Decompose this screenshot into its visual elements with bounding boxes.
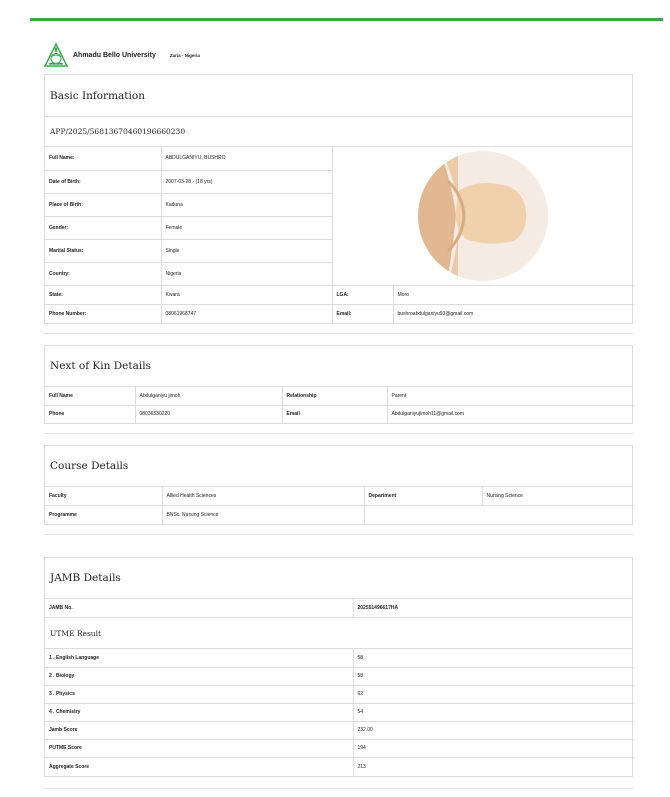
table-row — [45, 703, 634, 721]
kin-full-name-value: Abdulganiyu jimoh — [135, 387, 282, 405]
section-title: Course Details — [45, 446, 632, 487]
table-row — [45, 147, 634, 170]
kin-full-name-label: Full Name — [45, 387, 135, 405]
section-title: Basic Information — [45, 75, 632, 117]
faculty-value: Allied Health Sciences — [162, 487, 364, 505]
university-logo-icon — [44, 43, 68, 67]
kin-email-value: Abdulganiyujimoh11@gmail.com — [387, 405, 634, 423]
table-row — [45, 304, 634, 323]
table-row — [45, 487, 634, 505]
passport-photo-cell — [332, 147, 634, 285]
utme-result-title: UTME Result — [45, 617, 632, 649]
jamb-no-label: JAMB No. — [45, 599, 353, 617]
section-divider — [44, 788, 633, 789]
row-value: Female — [161, 216, 332, 239]
row-label: Full Name: — [45, 147, 161, 170]
subject-score: 58 — [353, 649, 634, 667]
state-value: Kwara — [161, 285, 332, 304]
table-row — [45, 757, 634, 776]
aggregate-score-label: Aggregate Score — [45, 757, 353, 776]
top-accent-bar — [30, 18, 663, 21]
next-of-kin-section — [44, 345, 633, 424]
row-value: Nigeria — [161, 262, 332, 285]
jamb-score-value: 232.00 — [353, 721, 634, 739]
email-label: Email: — [332, 304, 393, 323]
aggregate-score-value: 213 — [353, 757, 634, 776]
row-value: 2007-03-28 - (18 yrs) — [161, 170, 332, 193]
next-of-kin-table — [45, 387, 634, 423]
phone-value: 08061968747 — [161, 304, 332, 323]
department-value: Nursing Science — [482, 487, 634, 505]
row-label: Marital Status: — [45, 239, 161, 262]
table-row — [45, 721, 634, 739]
lga-value: Moro — [393, 285, 634, 304]
university-location: Zaria - Nigeria — [169, 52, 200, 58]
table-row — [45, 667, 634, 685]
table-row — [45, 285, 634, 304]
subject-score: 54 — [353, 703, 634, 721]
application-id: APP/2025/56813670460196660230 — [45, 117, 632, 147]
table-row — [45, 739, 634, 757]
subject-label: 4 . Chemistry — [45, 703, 353, 721]
passport-photo-image — [418, 151, 548, 281]
subject-label: 3 . Physics — [45, 685, 353, 703]
kin-relationship-label: Relationship — [282, 387, 387, 405]
row-value: ABDULGANIYU, BUSHRO — [161, 147, 332, 170]
jamb-no-table — [45, 599, 634, 617]
section-title: JAMB Details — [45, 558, 632, 599]
table-row — [45, 405, 634, 423]
row-label: Date of Birth: — [45, 170, 161, 193]
course-details-section — [44, 445, 633, 525]
section-divider — [44, 534, 633, 535]
row-value: Single — [161, 239, 332, 262]
section-divider — [44, 433, 633, 434]
basic-information-section — [44, 74, 633, 324]
table-row — [45, 599, 634, 617]
email-value: bushroabdulganiyu93@gmail.com — [393, 304, 634, 323]
jamb-details-section — [44, 557, 633, 777]
empty-cell — [364, 505, 634, 524]
subject-score: 58 — [353, 667, 634, 685]
programme-label: Programme — [45, 505, 162, 524]
faculty-label: Faculty — [45, 487, 162, 505]
jamb-no-value: 202551496617HA — [353, 599, 634, 617]
table-row — [45, 649, 634, 667]
kin-phone-label: Phone — [45, 405, 135, 423]
subject-label: 1 . English Language — [45, 649, 353, 667]
putme-score-value: 194 — [353, 739, 634, 757]
table-row — [45, 387, 634, 405]
kin-relationship-value: Parent — [387, 387, 634, 405]
row-label: Place of Birth: — [45, 193, 161, 216]
table-row — [45, 685, 634, 703]
table-row — [45, 505, 634, 524]
row-label: Country: — [45, 262, 161, 285]
kin-email-label: Email — [282, 405, 387, 423]
course-details-table — [45, 487, 634, 524]
university-name: Ahmadu Bello University — [73, 51, 156, 59]
page-header — [44, 42, 200, 68]
programme-value: BNSc. Nursing Science — [162, 505, 364, 524]
department-label: Department — [364, 487, 482, 505]
row-label: Gender: — [45, 216, 161, 239]
lga-label: LGA: — [332, 285, 393, 304]
subject-score: 62 — [353, 685, 634, 703]
phone-label: Phone Number: — [45, 304, 161, 323]
row-value: Kaduna — [161, 193, 332, 216]
putme-score-label: PUTME Score — [45, 739, 353, 757]
state-label: State: — [45, 285, 161, 304]
subject-label: 2 . Biology — [45, 667, 353, 685]
section-divider — [44, 333, 633, 334]
utme-result-table — [45, 649, 634, 776]
kin-phone-value: 08036530220 — [135, 405, 282, 423]
basic-info-table — [45, 147, 634, 323]
jamb-score-label: Jamb Score — [45, 721, 353, 739]
section-title: Next of Kin Details — [45, 346, 632, 387]
